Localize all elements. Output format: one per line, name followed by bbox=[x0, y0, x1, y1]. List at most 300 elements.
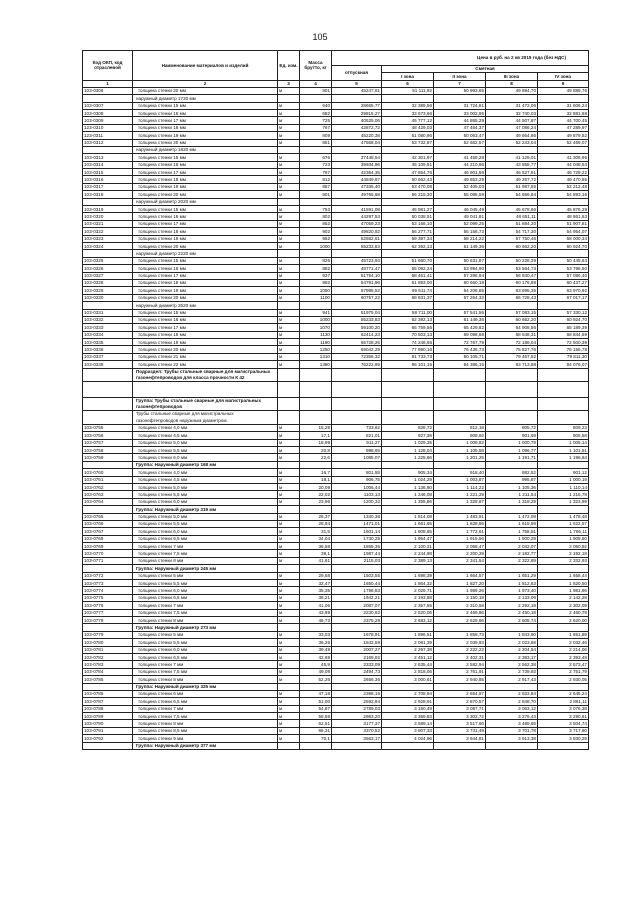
blank-cell bbox=[332, 382, 382, 398]
heading-code-cell bbox=[83, 683, 133, 690]
item-code: 103-0323 bbox=[83, 235, 133, 242]
group-heading: Группа: Наружный диаметр 245 мм bbox=[133, 565, 278, 572]
item-zone-2-price: 2 150,19 bbox=[434, 594, 486, 601]
table-row bbox=[83, 646, 589, 653]
heading-zone-cell bbox=[434, 398, 486, 411]
item-code: 103-0763 bbox=[83, 491, 133, 498]
table-row bbox=[83, 265, 589, 272]
heading-zone-cell bbox=[434, 506, 486, 513]
item-unit: м bbox=[278, 265, 300, 272]
item-mass: 802 bbox=[300, 213, 332, 220]
item-zone-3-price: 49 664,66 bbox=[486, 132, 538, 139]
item-unit: м bbox=[278, 713, 300, 720]
item-zone-1-price: 1 225,66 bbox=[382, 454, 434, 461]
item-unit: м bbox=[278, 557, 300, 564]
item-mass: 51,00 bbox=[300, 698, 332, 705]
item-zone-3-price: 3 276,43 bbox=[486, 713, 538, 720]
item-zone-2-price: 3 731,49 bbox=[434, 727, 486, 734]
item-zone-2-price: 46 901,56 bbox=[434, 169, 486, 176]
item-release-price: 1601,14 bbox=[332, 528, 382, 535]
item-release-price: 2333,09 bbox=[332, 661, 382, 668]
item-unit: м bbox=[278, 735, 300, 742]
item-code: 103-0755 bbox=[83, 424, 133, 431]
item-zone-1-price: 1 864,32 bbox=[382, 580, 434, 587]
item-mass: 18,1 bbox=[300, 476, 332, 483]
item-mass: 39,49 bbox=[300, 646, 332, 653]
heading-zone-cell bbox=[538, 624, 589, 631]
item-mass: 1380 bbox=[300, 361, 332, 368]
group-heading: Группа: Наружный диаметр 168 мм bbox=[133, 461, 278, 468]
item-release-price: 998,65 bbox=[332, 447, 382, 454]
item-code: 103-0779 bbox=[83, 631, 133, 638]
item-zone-2-price: 812,18 bbox=[434, 424, 486, 431]
item-zone-3-price: 43 858,77 bbox=[486, 161, 538, 168]
item-zone-2-price: 2 761,91 bbox=[434, 668, 486, 675]
item-zone-1-price: 53 158,10 bbox=[382, 220, 434, 227]
item-zone-4-price: 2 393,48 bbox=[538, 653, 589, 660]
item-zone-2-price: 52 099,25 bbox=[434, 220, 486, 227]
item-zone-3-price: 1 000,79 bbox=[486, 439, 538, 446]
item-zone-2-price: 49 041,81 bbox=[434, 213, 486, 220]
item-unit: м bbox=[278, 324, 300, 331]
item-release-price: 55233,83 bbox=[332, 242, 382, 249]
item-release-price: 3177,37 bbox=[332, 720, 382, 727]
item-zone-2-price: 3 302,72 bbox=[434, 713, 486, 720]
header-release: отпускная bbox=[332, 66, 382, 81]
item-zone-4-price: 1 478,48 bbox=[538, 513, 589, 520]
item-zone-4-price: 49 470,85 bbox=[538, 176, 589, 183]
item-mass: 16,7 bbox=[300, 469, 332, 476]
item-release-price: 1006,44 bbox=[332, 483, 382, 490]
item-zone-1-price: 86 101,15 bbox=[382, 361, 434, 368]
heading-mass-cell bbox=[300, 411, 332, 424]
item-mass: 36,25 bbox=[300, 639, 332, 646]
item-zone-3-price: 49 257,72 bbox=[486, 176, 538, 183]
heading-release-cell bbox=[332, 302, 382, 309]
item-code: 103-0316 bbox=[83, 176, 133, 183]
item-zone-3-price: 1 843,90 bbox=[486, 631, 538, 638]
item-mass: 1000 bbox=[300, 316, 332, 323]
item-zone-3-price: 2 633,84 bbox=[486, 690, 538, 697]
item-release-price: 41591,08 bbox=[332, 206, 382, 213]
item-name: толщина стенки 9 мм bbox=[133, 735, 278, 742]
item-mass: 1100 bbox=[300, 294, 332, 301]
heading-zone-cell bbox=[486, 250, 538, 257]
item-mass: 17,1 bbox=[300, 432, 332, 439]
heading-mass-cell bbox=[300, 198, 332, 205]
heading-release-cell bbox=[332, 683, 382, 690]
item-zone-2-price: 2 654,97 bbox=[434, 690, 486, 697]
item-mass: 851 bbox=[300, 139, 332, 146]
item-release-price: 60757,22 bbox=[332, 294, 382, 301]
subgroup-heading: наружный диаметр 1820 мм bbox=[133, 146, 278, 153]
item-name: толщина стенки 4,0 мм bbox=[133, 424, 278, 431]
item-code: 103-0318 bbox=[83, 191, 133, 198]
item-release-price: 2592,84 bbox=[332, 698, 382, 705]
item-mass: 70,1 bbox=[300, 735, 332, 742]
item-name: толщина стенки 18 мм bbox=[133, 176, 278, 183]
item-release-price: 906,75 bbox=[332, 476, 382, 483]
item-name: толщина стенки 17 мм bbox=[133, 169, 278, 176]
item-mass: 1310 bbox=[300, 353, 332, 360]
item-release-price: 49820,92 bbox=[332, 228, 382, 235]
item-zone-4-price: 1 110,14 bbox=[538, 483, 589, 490]
item-zone-2-price: 2 222,22 bbox=[434, 646, 486, 653]
item-zone-2-price: 1 858,73 bbox=[434, 631, 486, 638]
item-mass: 801 bbox=[300, 87, 332, 94]
item-mass: 45,9 bbox=[300, 661, 332, 668]
item-release-price: 2789,03 bbox=[332, 705, 382, 712]
item-zone-2-price: 50 063,47 bbox=[434, 132, 486, 139]
item-code: 103-0767 bbox=[83, 528, 133, 535]
group-heading: Группа: Наружный диаметр 377 мм bbox=[133, 742, 278, 749]
group-heading: Группа: Трубы стальные сварные для магистральных газонефтепроводов bbox=[133, 398, 278, 411]
item-name: толщина стенки 7 мм bbox=[133, 661, 278, 668]
item-zone-2-price: 64 206,85 bbox=[434, 287, 486, 294]
item-name: толщина стенки 5,5 мм bbox=[133, 447, 278, 454]
item-zone-3-price: 68 548,31 bbox=[486, 331, 538, 338]
item-release-price: 37448,54 bbox=[332, 154, 382, 161]
header-zone-2: II зона bbox=[434, 73, 486, 80]
item-zone-3-price: 2 133,09 bbox=[486, 594, 538, 601]
item-release-price: 1987,44 bbox=[332, 550, 382, 557]
heading-release-cell bbox=[332, 565, 382, 572]
table-row bbox=[83, 346, 589, 353]
item-zone-2-price: 46 045,49 bbox=[434, 206, 486, 213]
item-zone-1-price: 3 589,14 bbox=[382, 720, 434, 727]
item-mass: 767 bbox=[300, 169, 332, 176]
table-row bbox=[83, 727, 589, 734]
heading-release-cell bbox=[332, 95, 382, 102]
item-mass: 852 bbox=[300, 220, 332, 227]
heading-release-cell bbox=[332, 146, 382, 153]
item-zone-1-price: 905,34 bbox=[382, 469, 434, 476]
item-zone-3-price: 1 318,29 bbox=[486, 498, 538, 505]
item-zone-3-price: 47 086,24 bbox=[486, 124, 538, 131]
table-row bbox=[83, 154, 589, 161]
table-row bbox=[83, 668, 589, 675]
item-name: толщина стенки 6 мм bbox=[133, 690, 278, 697]
heading-code-cell bbox=[83, 411, 133, 424]
item-unit: м bbox=[278, 346, 300, 353]
item-zone-3-price: 64 908,56 bbox=[486, 324, 538, 331]
heading-code-cell bbox=[83, 506, 133, 513]
item-zone-3-price: 2 608,74 bbox=[486, 617, 538, 624]
heading-zone-cell bbox=[382, 302, 434, 309]
item-name: толщина стенки 15 мм bbox=[133, 102, 278, 109]
table-row bbox=[83, 361, 589, 368]
item-name: толщина стенки 8 мм bbox=[133, 676, 278, 683]
item-zone-1-price: 2 244,98 bbox=[382, 550, 434, 557]
item-zone-2-price: 1 628,56 bbox=[434, 520, 486, 527]
item-name: толщина стенки 8 мм bbox=[133, 617, 278, 624]
item-zone-3-price: 60 176,89 bbox=[486, 279, 538, 286]
item-zone-1-price: 1 698,39 bbox=[382, 572, 434, 579]
heading-zone-cell bbox=[434, 565, 486, 572]
item-name: толщина стенки 19 мм bbox=[133, 132, 278, 139]
table-row bbox=[83, 580, 589, 587]
item-code: 103-0308 bbox=[83, 109, 133, 116]
heading-zone-cell bbox=[486, 95, 538, 102]
item-zone-1-price: 50 662,43 bbox=[382, 176, 434, 183]
heading-unit-cell bbox=[278, 506, 300, 513]
item-mass: 28,94 bbox=[300, 520, 332, 527]
item-mass: 992 bbox=[300, 279, 332, 286]
item-zone-4-price: 1 658,44 bbox=[538, 572, 589, 579]
item-zone-4-price: 1 000,19 bbox=[538, 476, 589, 483]
item-zone-3-price: 57 083,15 bbox=[486, 309, 538, 316]
item-code: 103-0770 bbox=[83, 550, 133, 557]
item-name: толщина стенки 21 мм bbox=[133, 353, 278, 360]
item-zone-1-price: 77 990,16 bbox=[382, 346, 434, 353]
item-zone-3-price: 1 472,08 bbox=[486, 513, 538, 520]
item-zone-3-price: 1 105,36 bbox=[486, 483, 538, 490]
heading-zone-cell bbox=[382, 250, 434, 257]
item-unit: м bbox=[278, 361, 300, 368]
blank-cell bbox=[83, 382, 133, 398]
item-release-price: 1200,32 bbox=[332, 498, 382, 505]
item-release-price: 1859,35 bbox=[332, 543, 382, 550]
item-code: 103-0322 bbox=[83, 228, 133, 235]
item-zone-4-price: 60 924,70 bbox=[538, 316, 589, 323]
item-zone-3-price: 2 292,19 bbox=[486, 602, 538, 609]
item-name: толщина стенки 7,5 мм bbox=[133, 550, 278, 557]
header-code: Код ОКП, код отраслевой bbox=[83, 51, 133, 81]
item-code: 103-0309 bbox=[83, 117, 133, 124]
item-zone-2-price: 55 156,73 bbox=[434, 228, 486, 235]
item-zone-3-price: 2 739,93 bbox=[486, 668, 538, 675]
item-zone-1-price: 59 397,34 bbox=[382, 235, 434, 242]
table-row bbox=[83, 720, 589, 727]
item-unit: м bbox=[278, 257, 300, 264]
item-code: 103-0336 bbox=[83, 346, 133, 353]
item-zone-1-price: 1 896,51 bbox=[382, 631, 434, 638]
item-unit: м bbox=[278, 469, 300, 476]
heading-mass-cell bbox=[300, 624, 332, 631]
item-release-price: 1471,01 bbox=[332, 520, 382, 527]
item-name: толщина стенки 7 мм bbox=[133, 602, 278, 609]
table-row bbox=[83, 447, 589, 454]
item-zone-1-price: 4 024,96 bbox=[382, 735, 434, 742]
heading-zone-cell bbox=[382, 368, 434, 381]
item-zone-3-price: 1 211,54 bbox=[486, 491, 538, 498]
item-zone-2-price: 3 087,71 bbox=[434, 705, 486, 712]
item-release-price: 57995,52 bbox=[332, 287, 382, 294]
blank-cell bbox=[434, 382, 486, 398]
item-release-price: 2087,07 bbox=[332, 602, 382, 609]
item-mass: 32,47 bbox=[300, 580, 332, 587]
table-row bbox=[83, 594, 589, 601]
item-code: 103-0790 bbox=[83, 720, 133, 727]
table-row bbox=[83, 454, 589, 461]
item-zone-2-price: 41 459,28 bbox=[434, 154, 486, 161]
item-name: толщина стенки 22 мм bbox=[133, 361, 278, 368]
item-mass: 857 bbox=[300, 183, 332, 190]
subgroup-heading-row bbox=[83, 198, 589, 205]
item-zone-2-price: 50 993,85 bbox=[434, 87, 486, 94]
item-code: 103-0771 bbox=[83, 557, 133, 564]
heading-zone-cell bbox=[486, 411, 538, 424]
item-zone-4-price: 3 930,29 bbox=[538, 735, 589, 742]
item-unit: м bbox=[278, 550, 300, 557]
column-number: 3 bbox=[278, 80, 300, 87]
item-release-price: 2398,15 bbox=[332, 690, 382, 697]
table-row bbox=[83, 353, 589, 360]
heading-unit-cell bbox=[278, 368, 300, 381]
item-mass: 18,99 bbox=[300, 439, 332, 446]
heading-unit-cell bbox=[278, 411, 300, 424]
item-zone-2-price: 2 341,54 bbox=[434, 557, 486, 564]
column-number: 2 bbox=[133, 80, 278, 87]
item-name: толщина стенки 19 мм bbox=[133, 235, 278, 242]
item-zone-1-price: 2 520,06 bbox=[382, 609, 434, 616]
item-zone-4-price: 52 212,48 bbox=[538, 183, 589, 190]
heading-code-cell bbox=[83, 742, 133, 749]
item-mass: 22,6 bbox=[300, 454, 332, 461]
item-code: 103-0784 bbox=[83, 668, 133, 675]
header-zone-1: I зона bbox=[382, 73, 434, 80]
item-zone-1-price: 46 981,27 bbox=[382, 206, 434, 213]
item-mass: 26,37 bbox=[300, 513, 332, 520]
heading-zone-cell bbox=[434, 683, 486, 690]
item-unit: м bbox=[278, 668, 300, 675]
header-price-caption: Цена в руб. на 2 кв 2015 года (без НДС) bbox=[332, 51, 589, 66]
item-name: толщина стенки 18 мм bbox=[133, 279, 278, 286]
item-release-price: 44849,67 bbox=[332, 176, 382, 183]
table-row bbox=[83, 117, 589, 124]
item-zone-1-price: 45 109,51 bbox=[382, 161, 434, 168]
item-code: 103-0324 bbox=[83, 242, 133, 249]
item-unit: м bbox=[278, 432, 300, 439]
heading-mass-cell bbox=[300, 398, 332, 411]
item-unit: м bbox=[278, 572, 300, 579]
item-mass: 901 bbox=[300, 191, 332, 198]
item-zone-3-price: 45 678,66 bbox=[486, 206, 538, 213]
heading-unit-cell bbox=[278, 461, 300, 468]
subgroup-heading-row bbox=[83, 302, 589, 309]
group-heading: Подраздел: Трубы стальные сварные для магистральных газонефтепроводов для класса прочности К 42 bbox=[133, 368, 278, 381]
item-release-price: 2169,92 bbox=[332, 653, 382, 660]
item-zone-3-price: 882,52 bbox=[486, 469, 538, 476]
item-zone-1-price: 56 277,71 bbox=[382, 228, 434, 235]
item-release-price: 28665,77 bbox=[332, 102, 382, 109]
item-zone-1-price: 1 355,86 bbox=[382, 498, 434, 505]
column-number: 7 bbox=[434, 80, 486, 87]
item-unit: м bbox=[278, 646, 300, 653]
item-zone-2-price: 2 200,28 bbox=[434, 550, 486, 557]
item-zone-3-price: 1 973,40 bbox=[486, 587, 538, 594]
blank-cell bbox=[382, 382, 434, 398]
item-zone-2-price: 52 662,57 bbox=[434, 139, 486, 146]
item-release-price: 2983,20 bbox=[332, 713, 382, 720]
table-row bbox=[83, 543, 589, 550]
item-code: 103-0320 bbox=[83, 213, 133, 220]
item-code: 103-0760 bbox=[83, 469, 133, 476]
heading-mass-cell bbox=[300, 368, 332, 381]
table-row bbox=[83, 676, 589, 683]
item-zone-1-price: 62 392,13 bbox=[382, 316, 434, 323]
item-unit: м bbox=[278, 543, 300, 550]
table-row bbox=[83, 191, 589, 198]
table-row bbox=[83, 213, 589, 220]
item-unit: м bbox=[278, 235, 300, 242]
table-row bbox=[83, 557, 589, 564]
item-zone-3-price: 1 812,63 bbox=[486, 580, 538, 587]
item-zone-4-price: 2 573,47 bbox=[538, 661, 589, 668]
item-zone-3-price: 3 489,65 bbox=[486, 720, 538, 727]
item-mass: 15,28 bbox=[300, 424, 332, 431]
item-zone-1-price: 48 429,03 bbox=[382, 124, 434, 131]
item-zone-1-price: 2 635,44 bbox=[382, 661, 434, 668]
heading-zone-cell bbox=[434, 250, 486, 257]
item-zone-3-price: 75 827,76 bbox=[486, 346, 538, 353]
heading-zone-cell bbox=[434, 146, 486, 153]
item-name: толщина стенки 19 мм bbox=[133, 183, 278, 190]
heading-mass-cell bbox=[300, 461, 332, 468]
item-zone-3-price: 2 848,70 bbox=[486, 698, 538, 705]
item-zone-4-price: 3 076,38 bbox=[538, 705, 589, 712]
item-unit: м bbox=[278, 191, 300, 198]
item-mass: 882 bbox=[300, 265, 332, 272]
blank-cell bbox=[278, 382, 300, 398]
item-zone-3-price: 995,87 bbox=[486, 476, 538, 483]
item-release-price: 51754,10 bbox=[332, 272, 382, 279]
item-code: 103-0758 bbox=[83, 447, 133, 454]
item-zone-1-price: 828,72 bbox=[382, 424, 434, 431]
heading-unit-cell bbox=[278, 198, 300, 205]
item-zone-4-price: 46 729,22 bbox=[538, 169, 589, 176]
item-zone-3-price: 31 472,06 bbox=[486, 102, 538, 109]
item-zone-3-price: 805,72 bbox=[486, 424, 538, 431]
item-code: 103-0776 bbox=[83, 602, 133, 609]
item-release-price: 2115,03 bbox=[332, 557, 382, 564]
item-zone-1-price: 2 389,13 bbox=[382, 557, 434, 564]
item-zone-4-price: 1 820,50 bbox=[538, 580, 589, 587]
item-mass: 826 bbox=[300, 257, 332, 264]
item-zone-2-price: 31 724,81 bbox=[434, 102, 486, 109]
item-code: 103-0328 bbox=[83, 279, 133, 286]
heading-zone-cell bbox=[382, 198, 434, 205]
item-release-price: 1650,44 bbox=[332, 580, 382, 587]
item-zone-1-price: 3 150,49 bbox=[382, 705, 434, 712]
group-heading-row bbox=[83, 398, 589, 411]
table-row bbox=[83, 617, 589, 624]
blank-cell bbox=[300, 382, 332, 398]
heading-zone-cell bbox=[382, 742, 434, 749]
item-release-price: 47335,40 bbox=[332, 183, 382, 190]
table-row bbox=[83, 242, 589, 249]
item-zone-1-price: 1 954,47 bbox=[382, 535, 434, 542]
item-zone-2-price: 2 058,47 bbox=[434, 543, 486, 550]
item-zone-2-price: 2 039,93 bbox=[434, 639, 486, 646]
item-zone-1-price: 45 777,12 bbox=[382, 117, 434, 124]
item-name: толщина стенки 17 мм bbox=[133, 272, 278, 279]
item-unit: м bbox=[278, 447, 300, 454]
group-heading: Группа: Наружный диаметр 325 мм bbox=[133, 683, 278, 690]
item-mass: 1250 bbox=[300, 346, 332, 353]
item-code: 103-0791 bbox=[83, 727, 133, 734]
item-code: 123-0311 bbox=[83, 132, 133, 139]
item-zone-1-price: 2 928,91 bbox=[382, 698, 434, 705]
item-name: толщина стенки 6,5 мм bbox=[133, 535, 278, 542]
item-name: толщина стенки 6,5 мм bbox=[133, 653, 278, 660]
item-unit: м bbox=[278, 727, 300, 734]
item-zone-3-price: 2 042,07 bbox=[486, 543, 538, 550]
item-unit: м bbox=[278, 720, 300, 727]
item-zone-1-price: 33 673,66 bbox=[382, 109, 434, 116]
item-name: толщина стенки 15 мм bbox=[133, 309, 278, 316]
item-code: 103-0780 bbox=[83, 639, 133, 646]
